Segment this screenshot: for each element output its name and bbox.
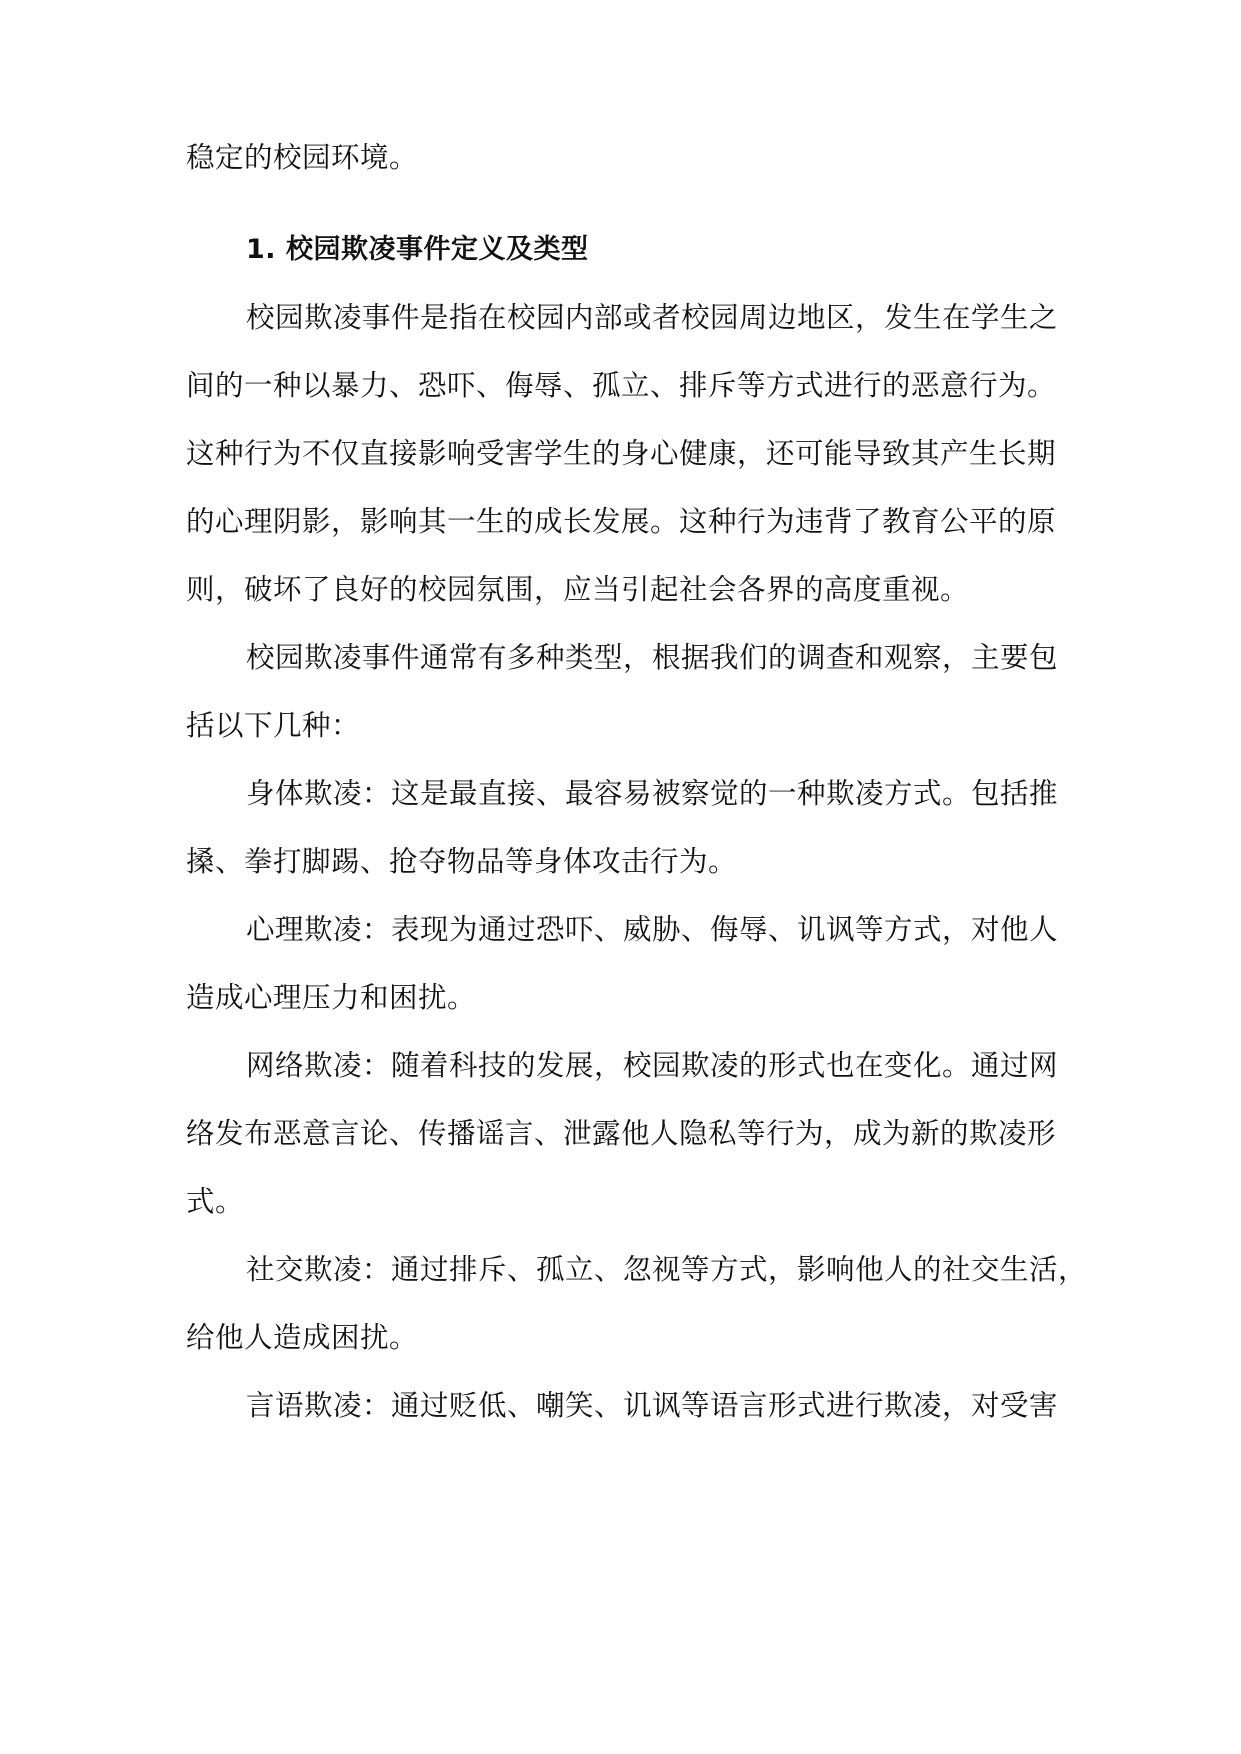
paragraph-line: 间的一种以暴力、恐吓、侮辱、孤立、排斥等方式进行的恶意行为。 bbox=[186, 369, 1057, 402]
paragraph-line: 络发布恶意言论、传播谣言、泄露他人隐私等行为，成为新的欺凌形 bbox=[186, 1117, 1057, 1150]
paragraph-line: 稳定的校园环境。 bbox=[186, 141, 419, 174]
paragraph-line: 搡、拳打脚踢、抢夺物品等身体攻击行为。 bbox=[186, 845, 738, 878]
paragraph-line: 造成心理压力和困扰。 bbox=[186, 981, 477, 1014]
paragraph-line: 括以下几种： bbox=[186, 709, 361, 742]
paragraph-line: 式。 bbox=[186, 1185, 245, 1218]
paragraph-line: 给他人造成困扰。 bbox=[186, 1321, 419, 1354]
section-heading: 1. 校园欺凌事件定义及类型 bbox=[246, 234, 589, 265]
paragraph-line: 的心理阴影，影响其一生的成长发展。这种行为违背了教育公平的原 bbox=[186, 505, 1057, 538]
paragraph-line: 心理欺凌：表现为通过恐吓、威胁、侮辱、讥讽等方式，对他人 bbox=[246, 913, 1059, 946]
paragraph-line: 言语欺凌：通过贬低、嘲笑、讥讽等语言形式进行欺凌，对受害 bbox=[246, 1389, 1059, 1422]
paragraph-line: 校园欺凌事件是指在校园内部或者校园周边地区，发生在学生之 bbox=[246, 301, 1059, 334]
paragraph-line: 这种行为不仅直接影响受害学生的身心健康，还可能导致其产生长期 bbox=[186, 437, 1057, 470]
paragraph-line: 身体欺凌：这是最直接、最容易被察觉的一种欺凌方式。包括推 bbox=[246, 777, 1059, 810]
paragraph-line: 校园欺凌事件通常有多种类型，根据我们的调查和观察，主要包 bbox=[246, 641, 1059, 674]
paragraph-line: 则，破坏了良好的校园氛围，应当引起社会各界的高度重视。 bbox=[186, 573, 970, 606]
paragraph-line: 网络欺凌：随着科技的发展，校园欺凌的形式也在变化。通过网 bbox=[246, 1049, 1059, 1082]
paragraph-line: 社交欺凌：通过排斥、孤立、忽视等方式，影响他人的社交生活， bbox=[246, 1253, 1088, 1286]
